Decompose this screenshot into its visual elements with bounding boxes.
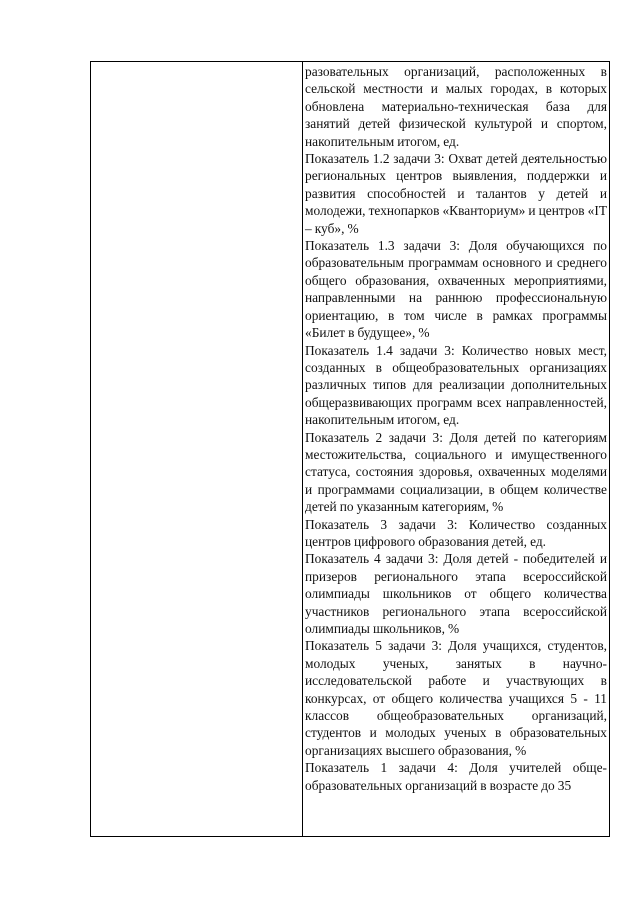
indicator-paragraph: Показатель 1 задачи 4: Доля учителей общеобразовательных организаций в возрасте до 35 bbox=[305, 760, 607, 793]
indicator-paragraph: Показатель 1.2 задачи 3: Охват детей деятельностью региональных центров выявления, поддержки и развития способностей и талантов у детей и молодежи, технопарков «Кванториум» и центров «IT – куб», % bbox=[305, 151, 607, 236]
indicator-paragraph: Показатель 2 задачи 3: Доля детей по категориям местожительства, социального и имущественного статуса, состояния здоровья, охваченных моделями и программами социализации, в общем количестве детей по указанным категориям, % bbox=[305, 429, 607, 515]
indicator-paragraph: Показатель 1.3 задачи 3: Доля обучающихся по образовательным программам основного и среднего общего образования, охваченных мероприятиями, направленными на раннюю профессиональную ориентацию, в том числе в рамках программы «Билет в будущее», % bbox=[305, 238, 607, 341]
table-right-column bbox=[303, 62, 609, 836]
indicator-paragraph: разовательных организаций, расположенных в сельской местности и малых городах, в которых обновлена материально-техническая база для занятий детей физической культурой и спортом, накопительным итогом, ед. bbox=[305, 64, 607, 149]
indicator-paragraph: Показатель 3 задачи 3: Количество созданных центров цифрового образования детей, ед. bbox=[305, 516, 607, 549]
indicator-paragraph: Показатель 4 задачи 3: Доля детей - победителей и призеров регионального этапа всероссийской олимпиады школьников от общего количества участников регионального этапа всероссийской олимпиады школьников, % bbox=[305, 551, 607, 636]
document-table bbox=[90, 61, 610, 837]
indicator-paragraph: Показатель 1.4 задачи 3: Количество новых мест, созданных в общеобразовательных организациях различных типов для реализации дополнительных общеразвивающих программ всех направленностей, накопительным итогом, ед. bbox=[305, 342, 607, 428]
indicator-paragraph: Показатель 5 задачи 3: Доля учащихся, студентов, молодых ученых, занятых в научно-исследовательской работе и участвующих в конкурсах, от общего количества учащихся 5 - 11 классов общеобразовательных организаций, студентов и молодых ученых в образовательных организациях высшего образования, % bbox=[305, 638, 607, 758]
table-left-column bbox=[91, 62, 303, 836]
